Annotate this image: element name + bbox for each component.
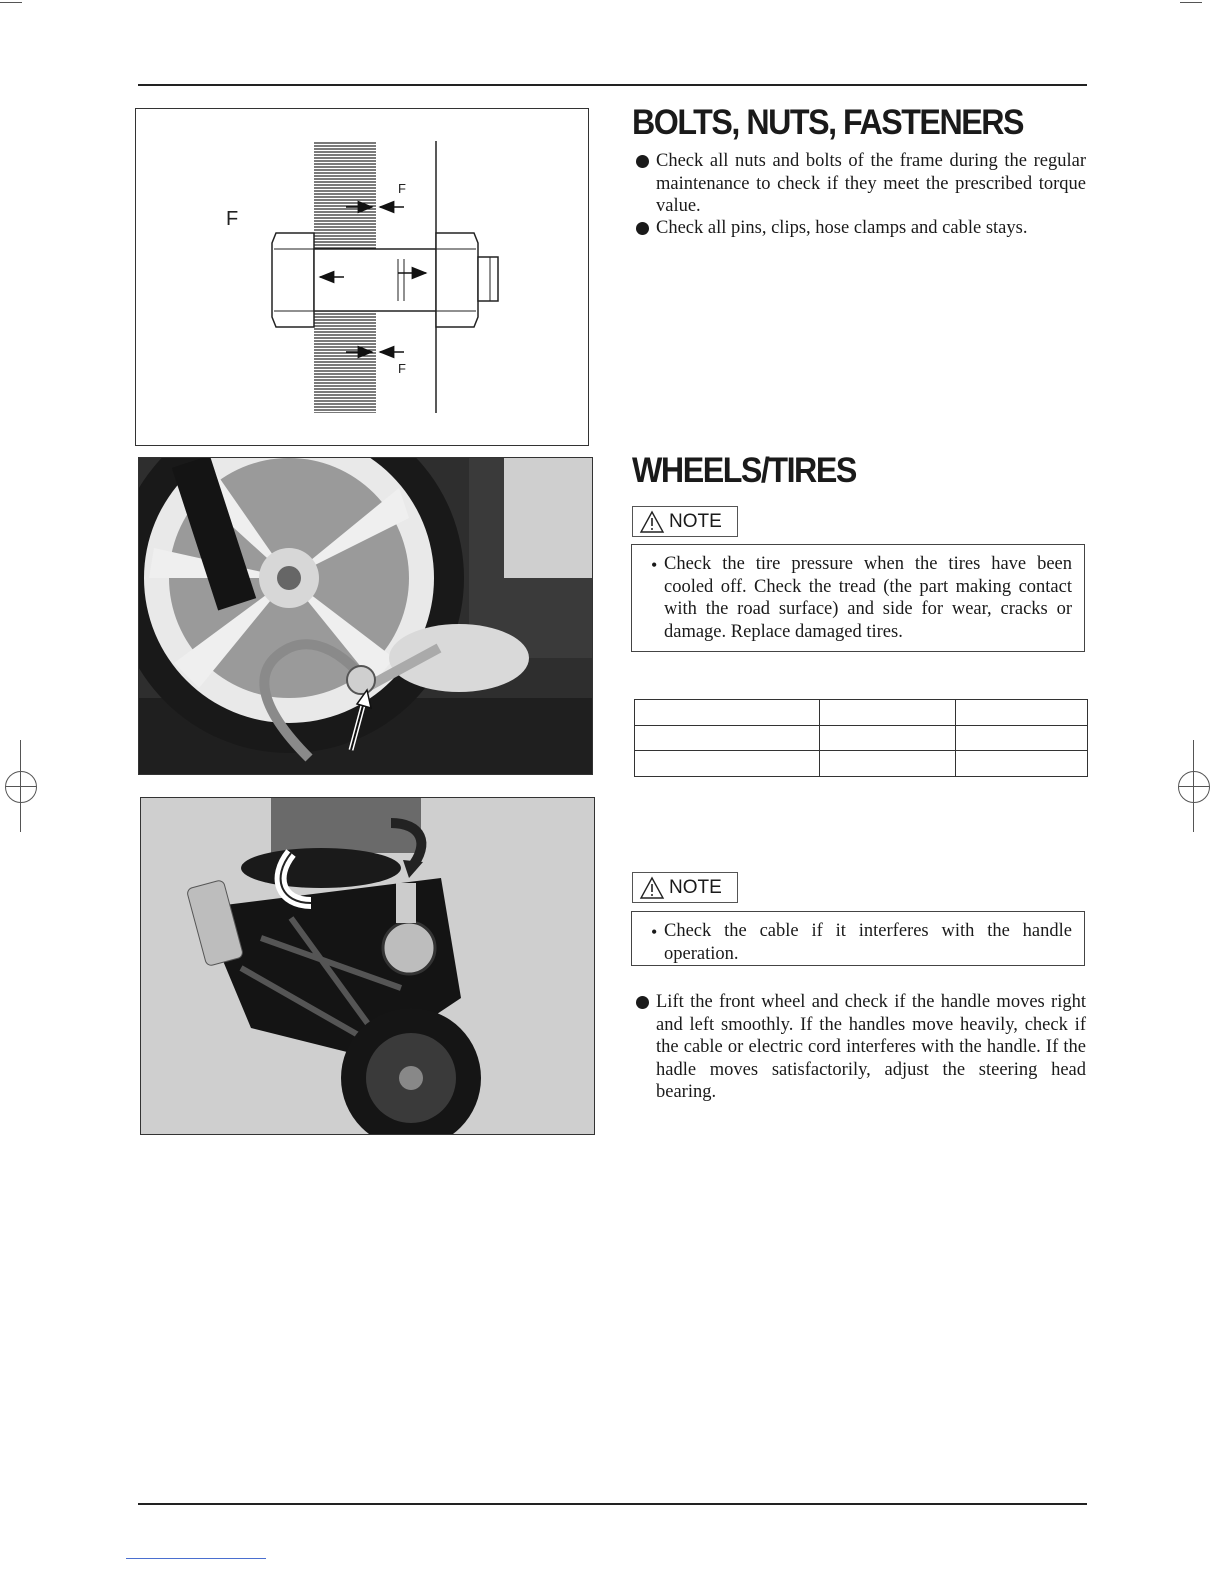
steering-bullet-text: Lift the front wheel and check if the handle moves right and left smoothly. If the handles move heavily, check if the cable or electric cord interferes with the handle. If the hadle moves satisfactorily, adjust the steering head bearing. <box>656 992 1086 1102</box>
crop-mark-top-left <box>0 2 22 3</box>
tire-photo-illustration <box>139 458 592 774</box>
table-cell <box>956 751 1088 777</box>
bullet-dot <box>636 155 649 168</box>
tire-pressure-photo <box>138 457 593 775</box>
table-cell <box>820 700 956 726</box>
note-cable-text: Check the cable if it interferes with the handle operation. <box>664 921 1072 964</box>
warning-triangle-icon <box>639 510 665 534</box>
nut <box>436 233 478 327</box>
note-box-cable <box>631 911 1085 966</box>
crop-mark-top-right <box>1180 2 1202 3</box>
footer-rule <box>138 1503 1087 1505</box>
bullet-dot <box>636 996 649 1009</box>
table-cell <box>956 700 1088 726</box>
bolt-end <box>478 257 498 301</box>
wheels-section-title: WHEELS/TIRES <box>632 451 856 490</box>
table-cell <box>635 725 820 751</box>
bolt-shank <box>314 249 436 311</box>
tire-spec-table <box>634 699 1088 777</box>
note-bullet-mark: • <box>651 555 658 575</box>
bolt-head <box>272 233 314 327</box>
bolts-bullet-1 <box>634 150 1086 218</box>
table-cell <box>820 725 956 751</box>
note-label-2: NOTE <box>669 876 722 898</box>
label-f-top: F <box>398 181 406 196</box>
table-cell <box>635 700 820 726</box>
hand <box>389 624 529 692</box>
header-rule <box>138 84 1087 86</box>
note-badge-1 <box>632 506 738 537</box>
steering-photo-illustration <box>141 798 594 1134</box>
bolt-diagram-figure <box>135 108 589 446</box>
table-row <box>635 751 1088 777</box>
headlight <box>383 922 435 974</box>
valve-stem <box>347 666 375 694</box>
note-box-tire-pressure <box>631 544 1085 652</box>
registration-mark-right <box>1178 771 1210 803</box>
bullet-dot <box>636 222 649 235</box>
note-tire-pressure-text: Check the tire pressure when the tires have been cooled off. Check the tread (the part making contact with the road surface) and side for wear, cracks or damage. Replace damaged tires. <box>664 554 1072 642</box>
bolts-bullet-2 <box>634 217 1086 240</box>
label-f-bottom: F <box>398 361 406 376</box>
steering-check-photo <box>140 797 595 1135</box>
bottom-link-line <box>126 1558 266 1559</box>
sleeve <box>504 458 592 578</box>
bolt-diagram <box>136 109 588 445</box>
label-f-main: F <box>226 208 239 230</box>
table-row <box>635 700 1088 726</box>
bolts-bullet-1-text: Check all nuts and bolts of the frame during the regular maintenance to check if they meet the prescribed torque value. <box>656 151 1086 216</box>
registration-mark-left <box>5 771 37 803</box>
note-badge-2 <box>632 872 738 903</box>
table-row <box>635 725 1088 751</box>
steering-bullet <box>634 991 1086 1104</box>
seat <box>241 848 401 888</box>
table-cell <box>820 751 956 777</box>
bolts-section-title: BOLTS, NUTS, FASTENERS <box>632 103 1024 142</box>
note-label-1: NOTE <box>669 510 722 532</box>
table-cell <box>635 751 820 777</box>
warning-triangle-icon <box>639 876 665 900</box>
table-cell <box>956 725 1088 751</box>
bolts-bullet-2-text: Check all pins, clips, hose clamps and cable stays. <box>656 218 1028 238</box>
note-bullet-mark: • <box>651 922 658 942</box>
